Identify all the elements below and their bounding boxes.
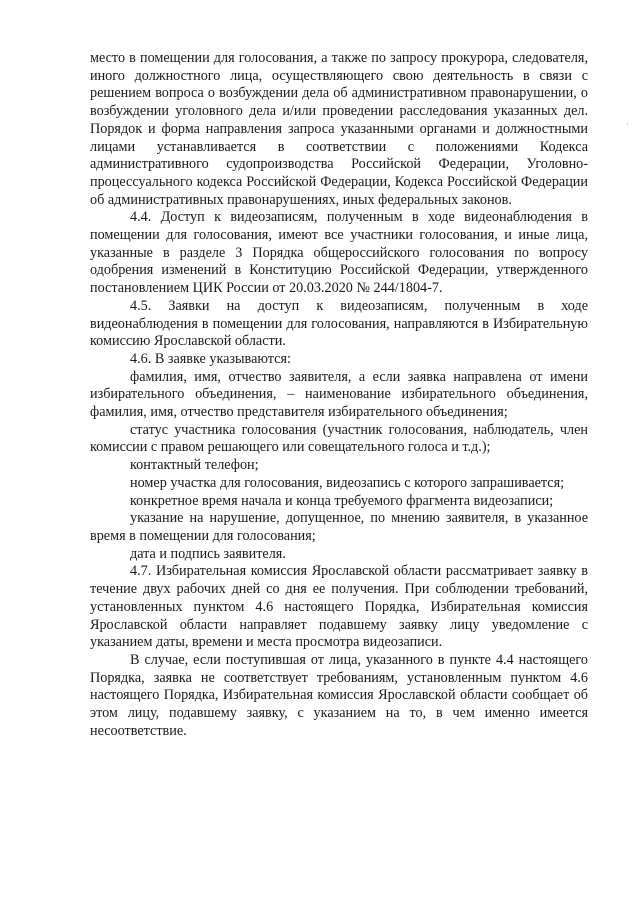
list-item: указание на нарушение, допущенное, по мнению заявителя, в указанное время в помещении для голосования; [90, 510, 588, 544]
scan-artifact: · [626, 120, 629, 130]
list-item: контактный телефон; [130, 457, 259, 474]
paragraph-continuation: место в помещении для голосования, а также по запросу прокурора, следователя, иного должностного лица, осуществляющего свою деятельность в связи с решением вопроса о возбуждении дела об административном правонарушении, о возбуждении уголовного дела и/или проведении расследования указанных дел. Порядок и форма направления запроса указанными органами и должностными лицами устанавливается в соответствии с положениями Кодекса административного судопроизводства Российской Федерации, Уголовно-процессуального кодекса Российской Федерации, Кодекса Российской Федерации об административных правонарушениях, иных федеральных законов. [90, 50, 588, 208]
list-item: статус участника голосования (участник голосования, наблюдатель, член комиссии с правом решающего или совещательного голоса и т.д.); [90, 421, 588, 456]
paragraph-4-7: 4.7. Избирательная комиссия Ярославской области рассматривает заявку в течение двух рабочих дней со дня ее получения. При соблюдении требований, установленных пунктом 4.6 настоящего Порядка, Избирательная комиссия Ярославской области направляет подавшему заявку лицу уведомление с указанием даты, времени и места просмотра видеозаписи. [90, 563, 588, 651]
paragraph-final: В случае, если поступившая от лица, указанного в пункте 4.4 настоящего Порядка, заявка не соответствует требованиям, установленным пунктом 4.6 настоящего Порядка, Избирательная комиссия Ярославской области сообщает об этом лицу, подавшему заявку, с указанием на то, в чем именно имеется несоответствие. [90, 651, 588, 739]
paragraph-4-6: 4.6. В заявке указываются: [130, 350, 291, 367]
list-item: дата и подпись заявителя. [130, 545, 286, 562]
list-item: фамилия, имя, отчество заявителя, а если заявка направлена от имени избирательного объединения, – наименование избирательного объединения, фамилия, имя, отчество представителя избирательного объединения; [90, 368, 588, 421]
list-item: конкретное время начала и конца требуемого фрагмента видеозаписи; [130, 492, 554, 509]
list-item: номер участка для голосования, видеозапись с которого запрашивается; [130, 474, 565, 491]
paragraph-4-4: 4.4. Доступ к видеозаписям, полученным в ходе видеонаблюдения в помещении для голосования, имеют все участники голосования, и иные лица, указанные в разделе 3 Порядка общероссийского голосования по вопросу одобрения изменений в Конституцию Российской Федерации, утвержденного постановлением ЦИК России от 20.03.2020 № 244/1804-7. [90, 209, 588, 297]
paragraph-4-5: 4.5. Заявки на доступ к видеозаписям, полученным в ходе видеонаблюдения в помещении для голосования, направляются в Избирательную комиссию Ярославской области. [90, 297, 588, 350]
